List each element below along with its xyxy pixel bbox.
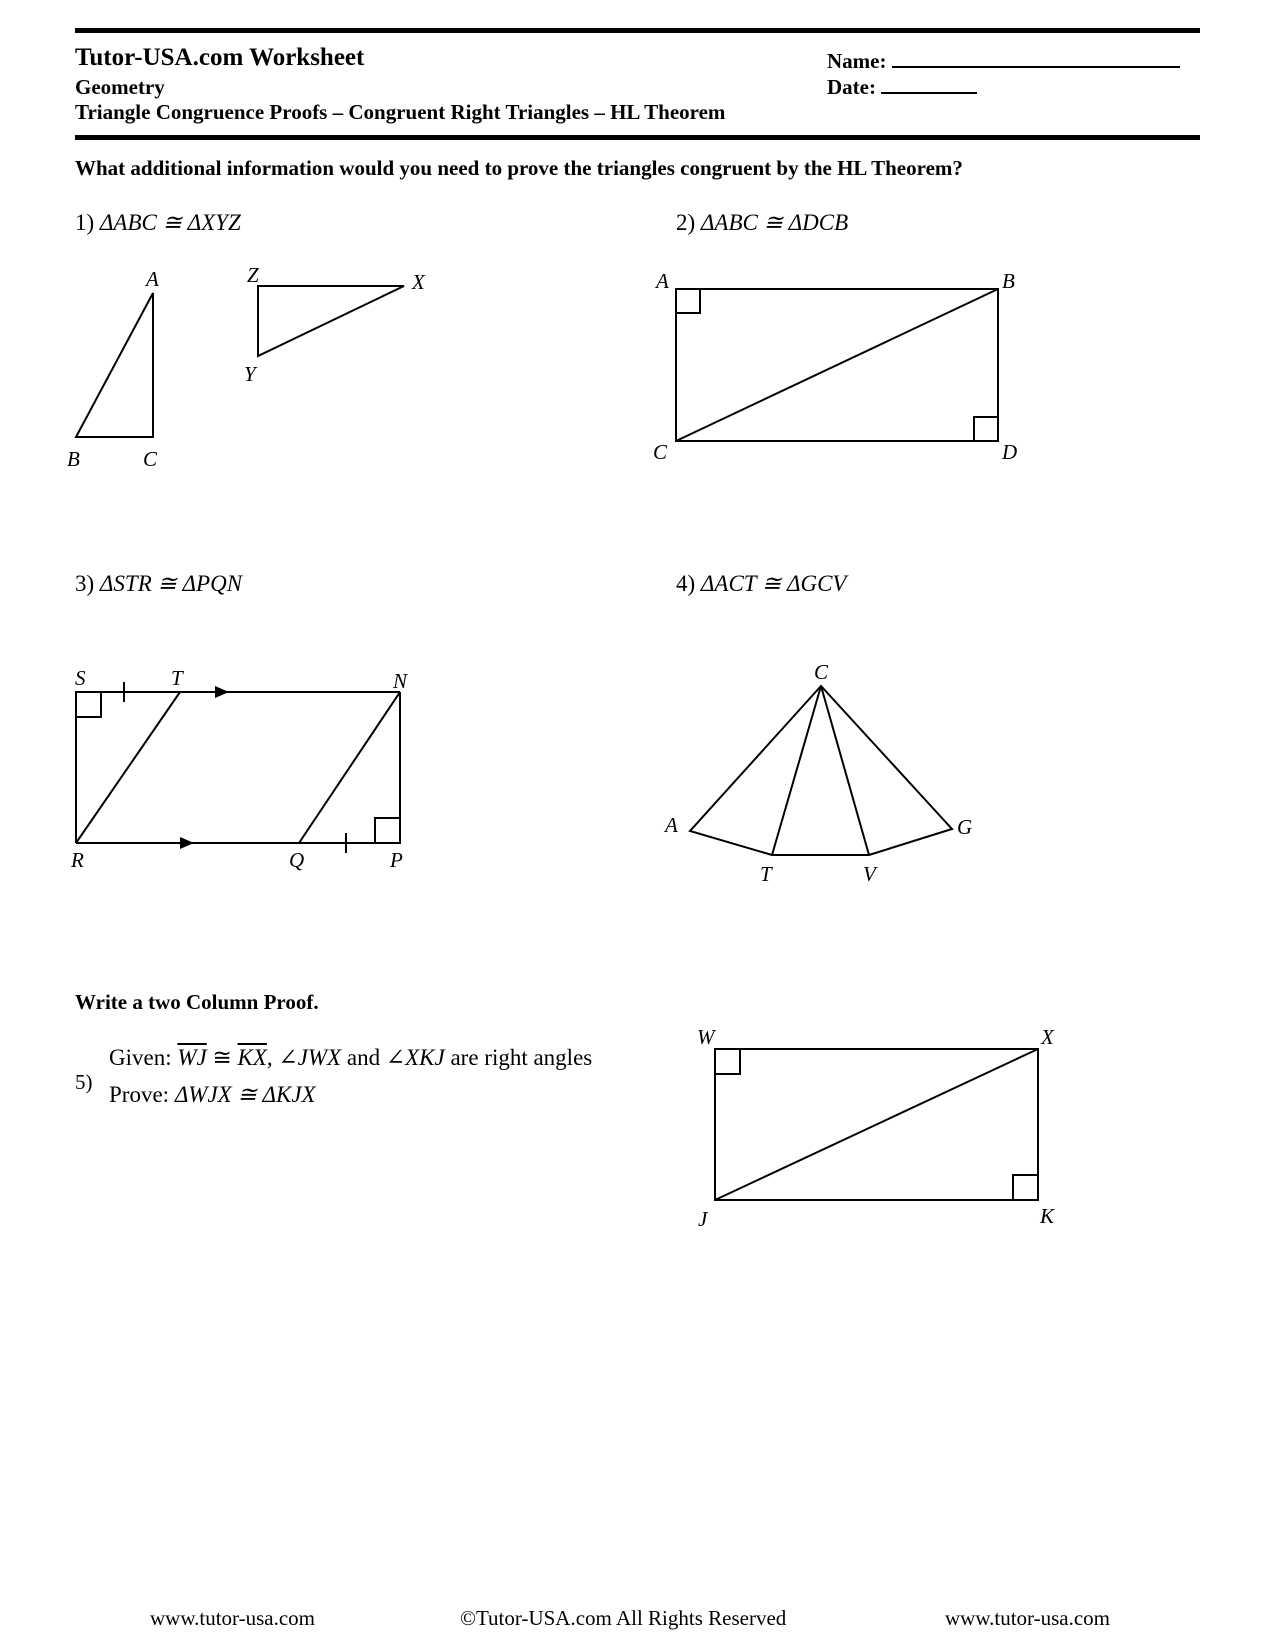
problem-number: 3) [75,571,95,596]
footer-copyright: ©Tutor-USA.com All Rights Reserved [460,1606,787,1630]
vertex-label-a: A [665,813,678,837]
proof-heading: Write a two Column Proof. [75,990,319,1014]
triangle-xyz [258,286,404,356]
footer-link-right[interactable]: www.tutor-usa.com [945,1606,1111,1630]
problem-statement: ΔSTR ≅ ΔPQN [99,571,243,596]
problem-statement: ΔACT ≅ ΔGCV [700,571,847,596]
problem-statement: ΔABC ≅ ΔXYZ [99,210,241,235]
topic-label: Triangle Congruence Proofs – Congruent Right Triangles – HL Theorem [75,100,726,124]
vertex-label-a: A [146,267,159,291]
angle-jwx: ∠JWX [278,1045,342,1070]
vertex-label-t: T [760,862,772,886]
prove-statement: ΔWJX ≅ ΔKJX [174,1082,316,1107]
vertex-label-d: D [1002,440,1018,464]
figure-2-shape [676,289,998,441]
segment-kx: $\overline{KX}$ [237,1045,267,1070]
vertex-label-x: X [412,270,425,294]
congruent-symbol: ≅ [212,1045,232,1070]
vertex-label-p: P [390,848,403,872]
right-angles-text: are right angles [450,1045,593,1070]
vertex-label-c: C [814,660,829,684]
vertex-label-s: S [75,666,86,690]
vertex-label-r: R [71,848,84,872]
vertex-label-g: G [957,815,973,839]
vertex-label-w: W [697,1025,715,1049]
problem-number: 2) [676,210,696,235]
problem-number: 1) [75,210,95,235]
question-prompt: What additional information would you need to prove the triangles congruent by the HL Theorem? [75,156,963,180]
vertex-label-c: C [653,440,668,464]
date-label: Date: [827,75,876,99]
proof-number: 5) [75,1070,93,1094]
prove-label: Prove: [109,1082,170,1107]
vertex-label-n: N [393,669,408,693]
and-word: and [346,1045,381,1070]
triangle-abc [76,293,153,437]
vertex-label-q: Q [289,848,305,872]
problem-statement: ΔABC ≅ ΔDCB [700,210,849,235]
vertex-label-a: A [656,269,669,293]
vertex-label-z: Z [247,263,259,287]
problem-number: 4) [676,571,696,596]
vertex-label-c: C [143,447,158,471]
name-label: Name: [827,49,887,73]
vertex-label-k: K [1040,1204,1055,1228]
vertex-label-b: B [1002,269,1015,293]
vertex-label-t: T [171,666,183,690]
worksheet-title: Tutor-USA.com Worksheet [75,44,365,71]
footer-link-left[interactable]: www.tutor-usa.com [150,1606,316,1630]
subject-label: Geometry [75,75,165,99]
parallel-arrow-bottom [180,837,194,849]
vertex-label-y: Y [244,362,256,386]
prove-line [109,1082,316,1108]
figure-4-shape [690,686,952,855]
comma: , [266,1045,273,1070]
vertex-label-x: X [1041,1025,1054,1049]
angle-xkj: ∠XKJ [385,1045,445,1070]
parallel-arrow-top [215,686,229,698]
given-line [109,1045,592,1071]
vertex-label-j: J [698,1207,708,1231]
vertex-label-v: V [863,862,876,886]
figure-5-shape [715,1049,1038,1200]
vertex-label-b: B [67,447,80,471]
given-label: Given: [109,1045,172,1070]
figure-3-shape [76,682,400,853]
segment-wj: $\overline{WJ}$ [177,1045,207,1070]
